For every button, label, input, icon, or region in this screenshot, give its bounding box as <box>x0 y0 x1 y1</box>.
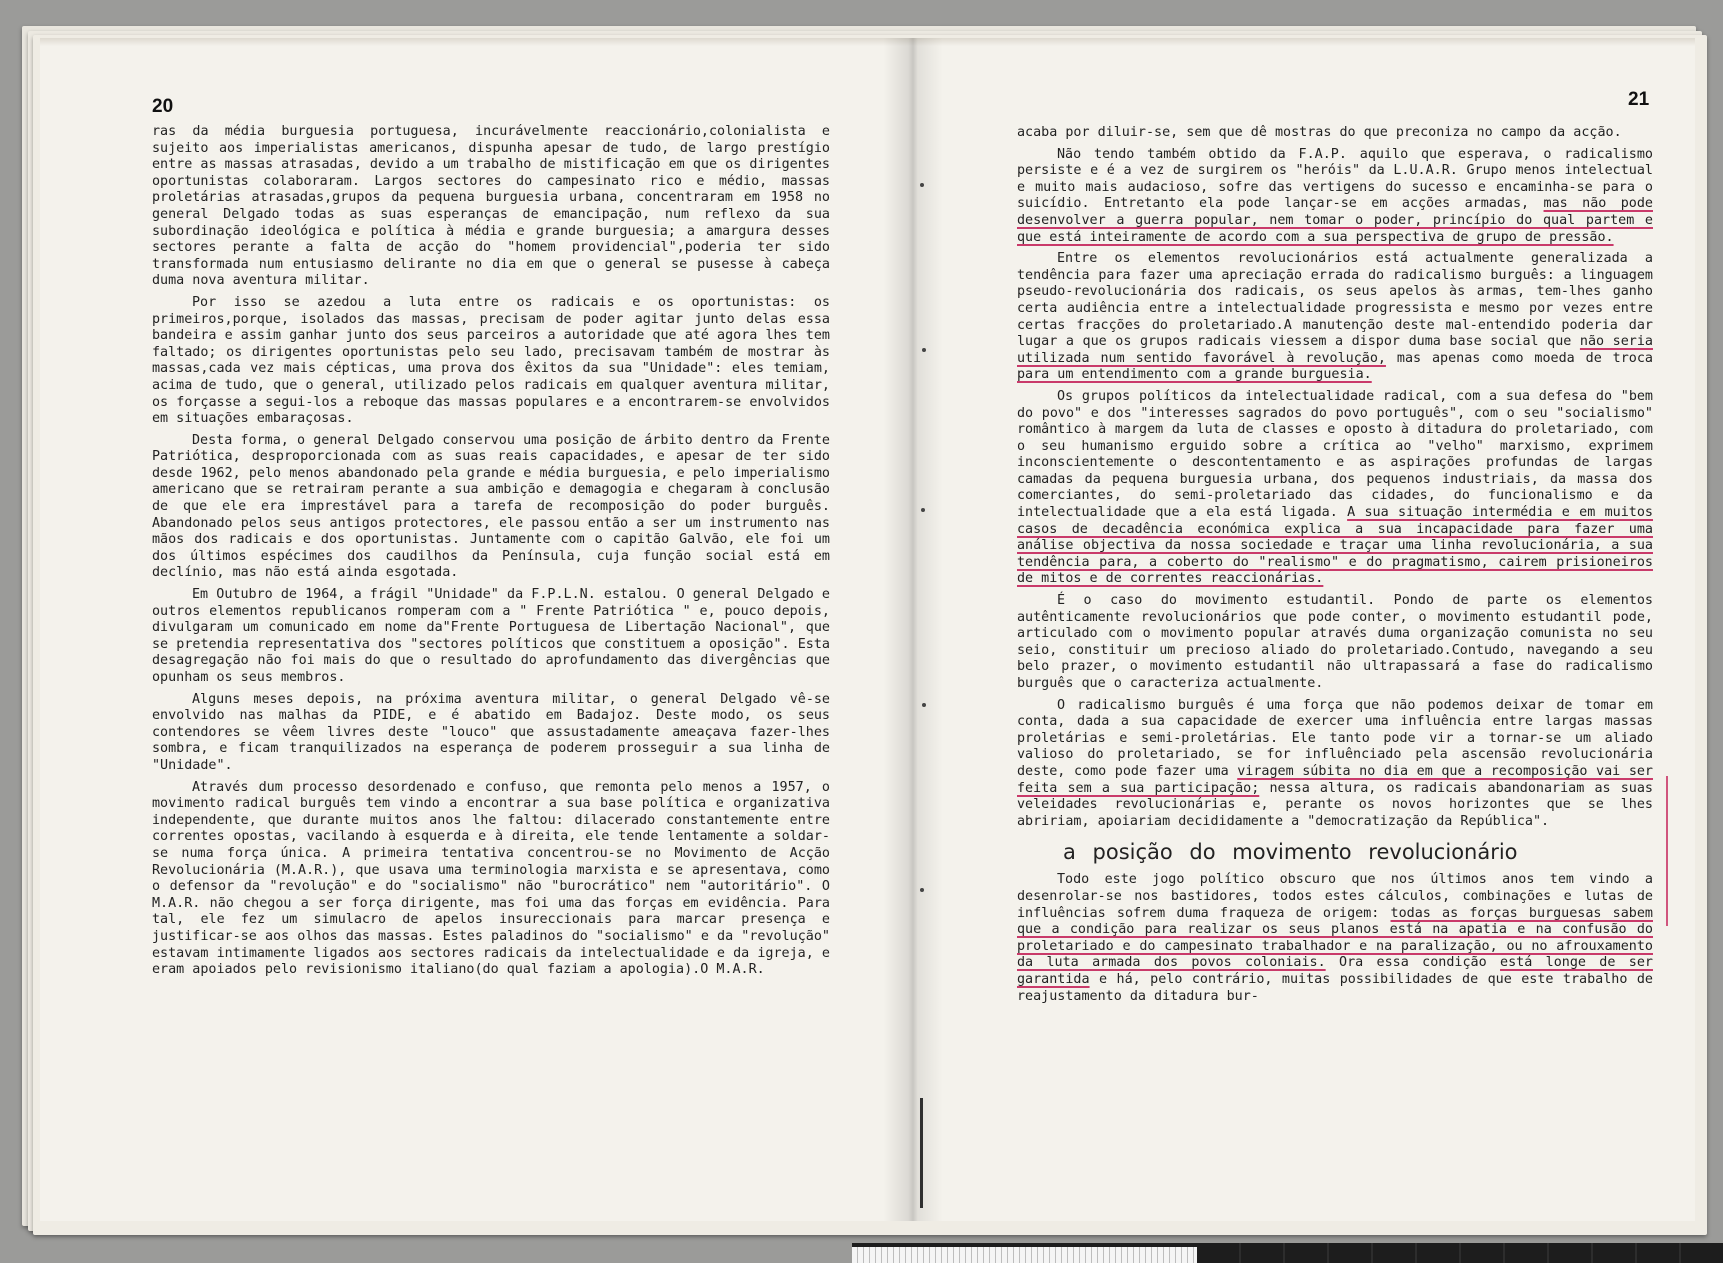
paragraph: Alguns meses depois, na próxima aventura militar, o general Delgado vê-se envolvido nas malhas da PIDE, e é abatido em Badajoz. Deste modo, os seus contendores se vêem livres deste "louco" que assustadamente ameaçava fazer-lhes sombra, e ficam tranquilizados na esperança de poderem prosseguir a sua linha de "Unidade". <box>152 691 830 773</box>
marked-passage: não seria utilizada num sentido favorável à revolução, <box>1017 334 1653 366</box>
right-page-body <box>1017 125 1653 1010</box>
text-run: O radicalismo burguês é uma força que não podemos deixar de tomar em conta, dada a sua capacidade de exercer uma influência entre largas massas proletárias e semi-proletárias. Ele tanto pode vir a tornar-se um aliado valioso do proletariado, se for influênciado pela ascensão revolucionária deste, como pode fazer uma <box>1017 697 1653 779</box>
text-run: Entre os elementos revolucionários está actualmente generalizada a tendência para fazer uma apreciação errada do radicalismo burguês: a linguagem pseudo-revolucionária dos radicais, os seus apelos às armas, tem-lhes ganho certa audiência entre a intelectualidade progressista e mesmo por vezes entre certas fracções do proletariado.A manutenção deste mal-entendido poderia dar lugar a que os grupos radicais viessem a dispor duma base social que <box>1017 251 1653 350</box>
marked-passage: mas não pode desenvolver a guerra popular, nem tomar o poder, princípio do qual partem e que está inteiramente de acordo com a sua perspectiva de grupo de pressão. <box>1017 196 1653 245</box>
scale-ruler <box>852 1247 1197 1263</box>
paragraph: ras da média burguesia portuguesa, incurávelmente reaccionário,colonialista e sujeito aos imperialistas americanos, dispunha apesar de tudo, de largo prestígio entre as massas atrasadas, devido a um trabalho de mistificação em que os dirigentes oportunistas colaboraram. Largos sectores do campesinato rico e médio, massas proletárias atrasadas,grupos da pequena burguesia urbana, concentraram em 1958 no general Delgado todas as suas esperanças de emancipação, num reflexo da sua subordinação ideológica e política à média e grande burguesia; a amargura desses sectores perante a falta de acção do "homem providencial",poderia ter sido transformada num entusiasmo delirante no dia em que o general se pusesse à cabeça duma nova aventura militar. <box>152 124 830 289</box>
text-run: Ora essa condição <box>1325 955 1501 971</box>
marked-passage: está longe de ser garantida <box>1017 955 1653 987</box>
paragraph: Através dum processo desordenado e confuso, que remonta pelo menos a 1957, o movimento radical burguês tem vindo a encontrar a sua base política e organizativa independente, que durante muitos anos lhe faltou: dilacerado constantemente entre correntes opostas, vacilando à esquerda e à direita, ele tende lentamente a soldar-se numa força única. A primeira tentativa concentrou-se no Movimento de Acção Revolucionária (M.A.R.), que usava uma terminologia marxista e se apresentava, como o defensor da "revolução" e do "socialismo" não "burocrático" nem "autoritário". O M.A.R. não chegou a ser força dirigente, mas foi uma das forças em evidência. Para tal, ele fez um simulacro de apelos insureccionais para marcar presença e justificar-se aos olhos das massas. Estes paladinos do "socialismo" e da "revolução" estavam intimamente ligados aos sectores radicais da intelectualidade e da igreja, e eram apoiados pelo revisionismo italiano(do qual faziam a apologia).O M.A.R. <box>152 779 830 978</box>
text-run: mas apenas como moeda de troca <box>1385 350 1653 366</box>
paragraph <box>1017 251 1653 384</box>
right-page <box>900 38 1695 1221</box>
paragraph <box>1017 147 1653 247</box>
marked-passage: para um entendimento com a grande burguesia. <box>1017 367 1372 383</box>
marked-passage: todas as forças burguesas sabem que a condição para realizar os seus planos está na apatia e na confusão do proletariado e do campesinato trabalhador e na paralização, ou no afrouxamento da luta armada dos povos coloniais. <box>1017 905 1653 971</box>
page-number-left: 20 <box>152 96 174 117</box>
text-run: nessa altura, os radicais abandonariam as suas veleidades revolucionárias e, perante os novos horizontes que se lhes abririam, apoiariam decididamente a "democratização da República". <box>1017 780 1653 829</box>
page-number-right: 21 <box>1628 89 1650 110</box>
paragraph: É o caso do movimento estudantil. Pondo de parte os elementos autênticamente revolucionários que pode conter, o movimento estudantil pode, articulado com o movimento popular através duma organização comunista no seu seio, constituir um precioso aliado do proletariado.Contudo, navegando a seu belo prazer, o movimento estudantil não ultrapassará a fase do radicalismo burguês que o caracteriza actualmente. <box>1017 593 1653 691</box>
left-page <box>40 38 900 1221</box>
text-run: Os grupos políticos da intelectualidade radical, com a sua defesa do "bem do povo" e dos "interesses sagrados do povo português", com o seu "socialismo" romântico à margem da luta de classes e oposto à ditadura do proletariado, com o seu humanismo erguido sobre a crítica ao "velho" marxismo, exprimem inconscientemente o descontentamento e as aspirações profundas de largas camadas da pequena burguesia urbana, dos pequenos industriais, da massa dos comerciantes, do semi-proletariado das cidades, do funcionalismo e da intelectualidade que a ela está ligada. <box>1017 388 1653 521</box>
left-page-body <box>152 124 830 984</box>
text-run: Não tendo também obtido da F.A.P. aquilo que esperava, o radicalismo persiste e é a vez de surgirem os "heróis" da L.U.A.R. Grupo menos intelectual e muito mais audacioso, sofre das vertigens do sucesso e encaminha-se para o suicídio. Entretanto ela pode lançar-se em acções armadas, <box>1017 146 1653 212</box>
margin-marker-line <box>1666 776 1668 926</box>
section-heading: a posição do movimento revolucionário <box>1063 840 1518 865</box>
marked-passage: A sua situação intermédia e em muitos casos de decadência económica explica a sua incapacidade para fazer uma análise objectiva da nossa sociedade e traçar uma linha revolucionária, a sua tendência para, a coberto do "realismo" e do pragmatismo, cairem prisioneiros de mitos e de correntes reaccionárias. <box>1017 505 1653 587</box>
paragraph <box>1017 389 1653 588</box>
paragraph: Por isso se azedou a luta entre os radicais e os oportunistas: os primeiros,porque, isolados das massas, precisam de poder agitar junto delas essa bandeira e assim ganhar junto dos seus parceiros a autoridade que até agora lhes tem faltado; os dirigentes oportunistas pelo seu lado, precisavam também de mostrar às massas,cada vez mais cépticas, uma prova dos êxitos da sua "Unidade": eles temiam, acima de tudo, que o general, utilizado pelos radicais em qualquer aventura militar, os forçasse a segui-los a reboque das massas populares e a encontrarem-se envolvidos em situações embaraçosas. <box>152 294 830 427</box>
open-document-spread <box>40 38 1695 1221</box>
paragraph <box>1017 698 1653 831</box>
paragraph: Em Outubro de 1964, a frágil "Unidade" da F.P.L.N. estalou. O general Delgado e outros elementos republicanos romperam com a " Frente Patriótica " e, pouco depois, divulgaram um comunicado em nome da"Frente Portuguesa de Libertação Nacional", que se pretendia representativa dos "sectores políticos que constituem a oposição". Esta desagregação não foi mais do que o resultado do aprofundamento das divergências que opunham os seus membros. <box>152 587 830 685</box>
measurement-scale-bar <box>852 1243 1723 1263</box>
text-run: Todo este jogo político obscuro que nos últimos anos tem vindo a desenrolar-se nos bastidores, todos estes cálculos, combinações e lutas de influências sofrem duma fraqueza de origem: <box>1017 872 1653 921</box>
scale-dark-segment <box>1197 1243 1723 1263</box>
paragraph: Desta forma, o general Delgado conservou uma posição de árbito dentro da Frente Patriótica, desproporcionada com as suas reais capacidades, e apesar de ter sido desde 1962, pelo menos abandonado pela grande e média burguesia, e pelo imperialismo americano que se retrairam perante a sua ambição e demagogia e chegaram à conclusão de que ele era imprestável para a tarefa de recomposição do poder burguês. Abandonado pelos seus antigos protectores, ele passou então a ser um instrumento nas mãos dos radicais e dos oportunistas. Juntamente com o capitão Galvão, ele foi um dos últimos espécimes dos caudilhos da Península, cuja função social está em declínio, mas não está ainda esgotada. <box>152 432 830 581</box>
paragraph: acaba por diluir-se, sem que dê mostras do que preconiza no campo da acção. <box>1017 125 1622 140</box>
paragraph <box>1017 872 1653 1005</box>
marked-passage: viragem súbita no dia em que a recomposição vai ser feita sem a sua participação; <box>1017 763 1653 796</box>
text-run: e há, pelo contrário, muitas possibilidades de que este trabalho de reajustamento da ditadura bur- <box>1017 971 1653 1004</box>
